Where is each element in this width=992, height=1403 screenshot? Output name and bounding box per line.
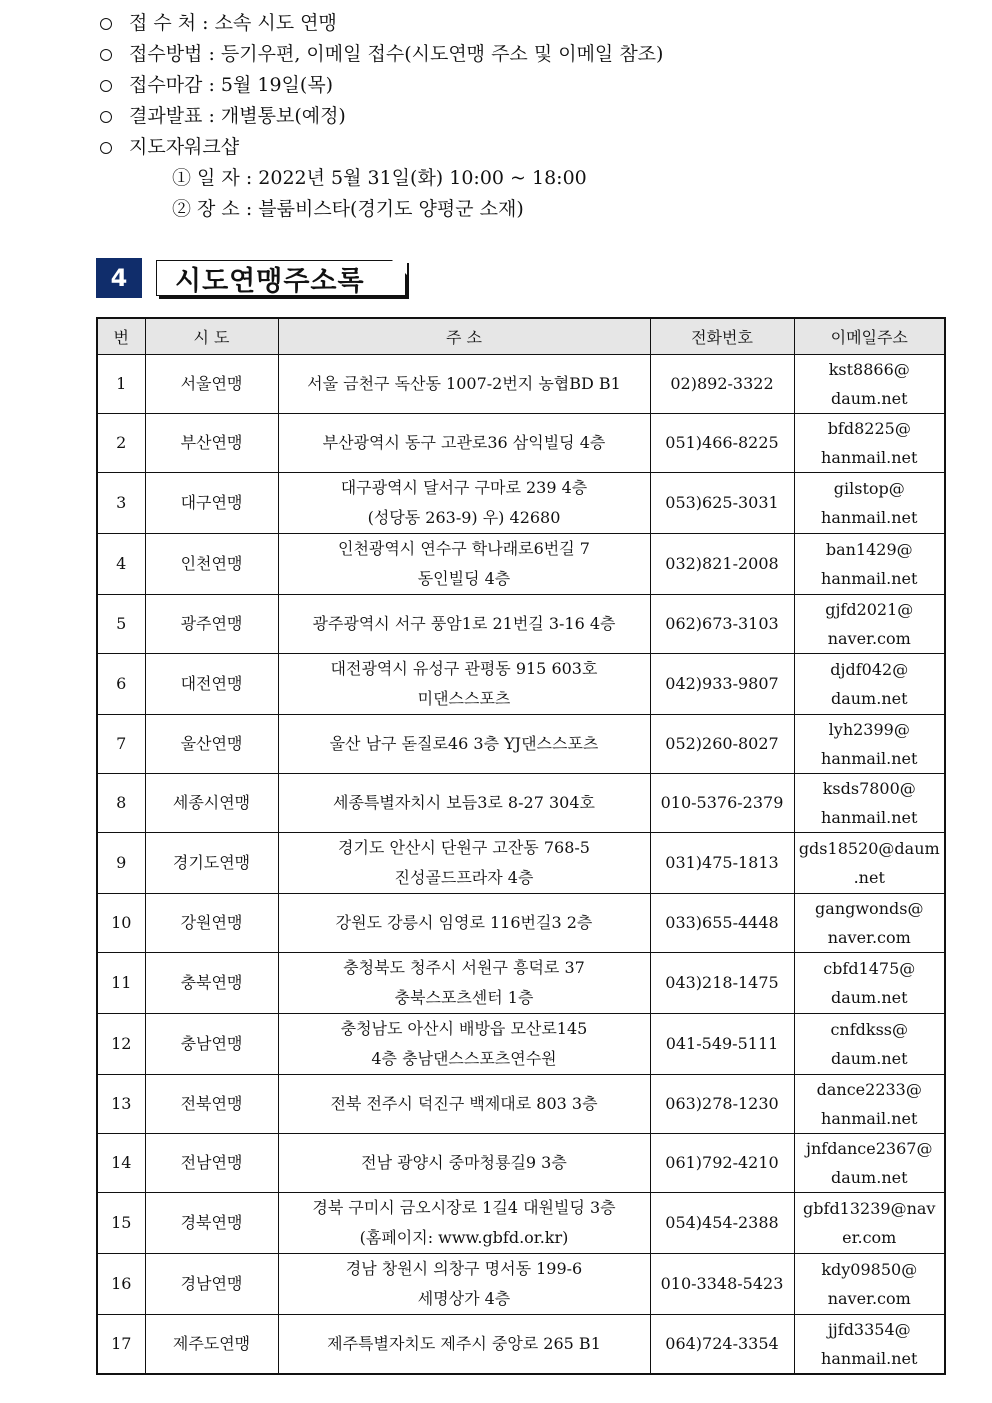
cell-address [278, 473, 650, 534]
cell-address [278, 1193, 650, 1254]
cell-address [278, 1014, 650, 1075]
cell-email [794, 1014, 945, 1075]
table-row [97, 1315, 945, 1375]
cell-email [794, 715, 945, 774]
email-line: jjfd3354@ [827, 1320, 911, 1339]
address-line: 4층 충남댄스스포츠연수원 [371, 1049, 557, 1068]
table-row [97, 1014, 945, 1075]
circle-bullet-icon [100, 18, 112, 30]
email-line: gjfd2021@ [825, 600, 914, 619]
address-line: 미댄스스포츠 [417, 689, 511, 708]
cell-address [278, 833, 650, 894]
email-line: bfd8225@ [827, 419, 911, 438]
header-phone: 전화번호 [650, 318, 794, 355]
address-line: 경북 구미시 금오시장로 1길4 대원빌딩 3층 [312, 1198, 616, 1217]
email-line: hanmail.net [821, 1109, 918, 1128]
cell-region: 광주연맹 [145, 595, 278, 654]
email-line: daum.net [830, 988, 908, 1007]
workshop-date: ① 일 자 : 2022년 5월 31일(화) 10:00 ~ 18:00 [172, 167, 587, 189]
cell-phone: 053)625-3031 [650, 473, 794, 534]
email-line: gangwonds@ [815, 899, 924, 918]
cell-address [278, 715, 650, 774]
cell-address [278, 1075, 650, 1134]
cell-email [794, 1315, 945, 1375]
email-line: hanmail.net [821, 569, 918, 588]
cell-phone: 052)260-8027 [650, 715, 794, 774]
table-row [97, 1075, 945, 1134]
cell-phone: 051)466-8225 [650, 414, 794, 473]
cell-region: 경북연맹 [145, 1193, 278, 1254]
cell-email [794, 1193, 945, 1254]
email-line: gbfd13239@nav [803, 1199, 936, 1218]
cell-phone: 033)655-4448 [650, 894, 794, 953]
cell-number: 9 [97, 833, 145, 894]
cell-region: 충남연맹 [145, 1014, 278, 1075]
cell-phone: 010-5376-2379 [650, 774, 794, 833]
email-line: naver.com [827, 629, 911, 648]
cell-region: 울산연맹 [145, 715, 278, 774]
cell-email [794, 1075, 945, 1134]
cell-phone: 031)475-1813 [650, 833, 794, 894]
email-line: dance2233@ [816, 1080, 922, 1099]
address-line: 울산 남구 돋질로46 3층 YJ댄스스포츠 [329, 734, 599, 753]
address-line: 인천광역시 연수구 학나래로6번길 7 [337, 539, 590, 558]
table-row [97, 473, 945, 534]
email-line: daum.net [830, 689, 908, 708]
cell-number: 13 [97, 1075, 145, 1134]
cell-region: 충북연맹 [145, 953, 278, 1014]
header-email: 이메일주소 [794, 318, 945, 355]
cell-number: 6 [97, 654, 145, 715]
table-header-row [97, 318, 945, 355]
cell-region: 경남연맹 [145, 1254, 278, 1315]
cell-number: 2 [97, 414, 145, 473]
address-line: (홈페이지: www.gbfd.or.kr) [359, 1228, 569, 1247]
cell-address [278, 894, 650, 953]
cell-number: 15 [97, 1193, 145, 1254]
table-row [97, 774, 945, 833]
cell-email [794, 473, 945, 534]
cell-phone: 063)278-1230 [650, 1075, 794, 1134]
cell-region: 대전연맹 [145, 654, 278, 715]
info-text: 결과발표 : 개별통보(예정) [129, 105, 346, 127]
email-line: djdf042@ [830, 660, 909, 679]
table-row [97, 1254, 945, 1315]
address-line: (성당동 263-9) 우) 42680 [367, 508, 561, 527]
address-line: 대전광역시 유성구 관평동 915 603호 [330, 659, 598, 678]
cell-email [794, 953, 945, 1014]
cell-phone: 054)454-2388 [650, 1193, 794, 1254]
cell-number: 14 [97, 1134, 145, 1193]
email-line: hanmail.net [821, 808, 918, 827]
address-line: 경기도 안산시 단원구 고잔동 768-5 [338, 838, 590, 857]
cell-region: 강원연맹 [145, 894, 278, 953]
cell-address [278, 534, 650, 595]
cell-number: 3 [97, 473, 145, 534]
section-title-box [156, 260, 406, 296]
email-line: naver.com [827, 1289, 911, 1308]
cell-number: 16 [97, 1254, 145, 1315]
cell-number: 11 [97, 953, 145, 1014]
cell-number: 7 [97, 715, 145, 774]
table-row [97, 1134, 945, 1193]
cell-email [794, 534, 945, 595]
cell-email [794, 833, 945, 894]
cell-address [278, 654, 650, 715]
email-line: ban1429@ [825, 540, 913, 559]
address-line: 세명상가 4층 [417, 1289, 511, 1308]
cell-region: 세종시연맹 [145, 774, 278, 833]
address-line: 충북스포츠센터 1층 [394, 988, 534, 1007]
info-line [96, 39, 663, 70]
cell-phone: 010-3348-5423 [650, 1254, 794, 1315]
header-address: 주 소 [278, 318, 650, 355]
table-row [97, 654, 945, 715]
table-row [97, 894, 945, 953]
address-line: 광주광역시 서구 풍암1로 21번길 3-16 4층 [312, 614, 616, 633]
cell-phone: 041-549-5111 [650, 1014, 794, 1075]
info-text: 접수마감 : 5월 19일(목) [129, 74, 334, 96]
cell-address [278, 414, 650, 473]
email-line: er.com [842, 1228, 897, 1247]
cell-region: 경기도연맹 [145, 833, 278, 894]
section-title: 시도연맹주소록 [175, 265, 365, 297]
info-text: 접수방법 : 등기우편, 이메일 접수(시도연맹 주소 및 이메일 참조) [129, 43, 664, 65]
address-line: 강원도 강릉시 임영로 116번길3 2층 [335, 913, 593, 932]
cell-number: 17 [97, 1315, 145, 1375]
info-line [96, 101, 663, 132]
address-line: 세종특별자치시 보듬3로 8-27 304호 [333, 793, 595, 812]
email-line: lyh2399@ [828, 720, 910, 739]
cell-region: 인천연맹 [145, 534, 278, 595]
cell-region: 전남연맹 [145, 1134, 278, 1193]
address-line: 경남 창원시 의창구 명서동 199-6 [345, 1259, 583, 1278]
cell-phone: 043)218-1475 [650, 953, 794, 1014]
info-line [96, 132, 663, 163]
cell-number: 4 [97, 534, 145, 595]
cell-number: 5 [97, 595, 145, 654]
cell-email [794, 654, 945, 715]
address-line: 대구광역시 달서구 구마로 239 4층 [340, 478, 588, 497]
workshop-venue: ② 장 소 : 블룸비스타(경기도 양평군 소재) [172, 198, 524, 220]
cell-phone: 032)821-2008 [650, 534, 794, 595]
email-line: daum.net [830, 1049, 908, 1068]
cell-address [278, 1315, 650, 1375]
email-line: naver.com [827, 928, 911, 947]
table-row [97, 833, 945, 894]
header-number: 번 [97, 318, 145, 355]
address-line: 충청남도 아산시 배방읍 모산로145 [340, 1019, 588, 1038]
address-line: 충청북도 청주시 서원구 흥덕로 37 [343, 958, 585, 977]
circle-bullet-icon [100, 49, 112, 61]
info-text: 지도자워크샵 [129, 136, 240, 158]
address-line: 전남 광양시 중마청룡길9 3층 [361, 1153, 567, 1172]
address-line: 동인빌딩 4층 [417, 569, 511, 588]
cell-address [278, 1134, 650, 1193]
header-region: 시 도 [145, 318, 278, 355]
cell-address [278, 595, 650, 654]
cell-address [278, 1254, 650, 1315]
email-line: daum.net [830, 1168, 908, 1187]
cell-number: 12 [97, 1014, 145, 1075]
cell-region: 전북연맹 [145, 1075, 278, 1134]
cell-email [794, 1254, 945, 1315]
table-row [97, 414, 945, 473]
table-body [97, 355, 945, 1375]
cell-address [278, 774, 650, 833]
cell-email [794, 355, 945, 414]
email-line: hanmail.net [821, 1349, 918, 1368]
table-row [97, 953, 945, 1014]
email-line: ksds7800@ [822, 779, 916, 798]
email-line: gilstop@ [833, 479, 905, 498]
address-line: 제주특별자치도 제주시 중앙로 265 B1 [327, 1334, 601, 1353]
submission-info [96, 8, 663, 225]
cell-phone: 042)933-9807 [650, 654, 794, 715]
cell-phone: 061)792-4210 [650, 1134, 794, 1193]
email-line: hanmail.net [821, 749, 918, 768]
section-number: 4 [96, 258, 142, 298]
cell-number: 1 [97, 355, 145, 414]
table-row [97, 534, 945, 595]
circle-bullet-icon [100, 111, 112, 123]
address-table [96, 317, 946, 1375]
cell-email [794, 595, 945, 654]
cell-region: 부산연맹 [145, 414, 278, 473]
info-line [96, 70, 663, 101]
cell-region: 대구연맹 [145, 473, 278, 534]
email-line: cbfd1475@ [823, 959, 916, 978]
email-line: gds18520@daum [798, 839, 940, 858]
circle-bullet-icon [100, 142, 112, 154]
cell-phone: 02)892-3322 [650, 355, 794, 414]
cell-address [278, 953, 650, 1014]
email-line: kst8866@ [828, 360, 910, 379]
circle-bullet-icon [100, 80, 112, 92]
cell-email [794, 774, 945, 833]
cell-email [794, 1134, 945, 1193]
cell-region: 서울연맹 [145, 355, 278, 414]
section-header [96, 258, 406, 298]
table-row [97, 595, 945, 654]
address-line: 부산광역시 동구 고관로36 삼익빌딩 4층 [322, 433, 606, 452]
cell-email [794, 894, 945, 953]
email-line: jnfdance2367@ [806, 1139, 933, 1158]
address-line: 서울 금천구 독산동 1007-2번지 농협BD B1 [307, 374, 621, 393]
info-line [96, 8, 663, 39]
table-row [97, 715, 945, 774]
email-line: .net [853, 868, 885, 887]
cell-email [794, 414, 945, 473]
email-line: hanmail.net [821, 508, 918, 527]
email-line: daum.net [830, 389, 908, 408]
folded-corner-icon [391, 259, 407, 275]
cell-number: 10 [97, 894, 145, 953]
address-line: 전북 전주시 덕진구 백제대로 803 3층 [330, 1094, 598, 1113]
table-row [97, 1193, 945, 1254]
table-row [97, 355, 945, 414]
email-line: hanmail.net [821, 448, 918, 467]
email-line: cnfdkss@ [830, 1020, 909, 1039]
cell-phone: 062)673-3103 [650, 595, 794, 654]
address-line: 진성골드프라자 4층 [394, 868, 534, 887]
cell-address [278, 355, 650, 414]
cell-region: 제주도연맹 [145, 1315, 278, 1375]
email-line: kdy09850@ [821, 1260, 918, 1279]
info-text: 접 수 처 : 소속 시도 연맹 [129, 12, 337, 34]
cell-phone: 064)724-3354 [650, 1315, 794, 1375]
cell-number: 8 [97, 774, 145, 833]
